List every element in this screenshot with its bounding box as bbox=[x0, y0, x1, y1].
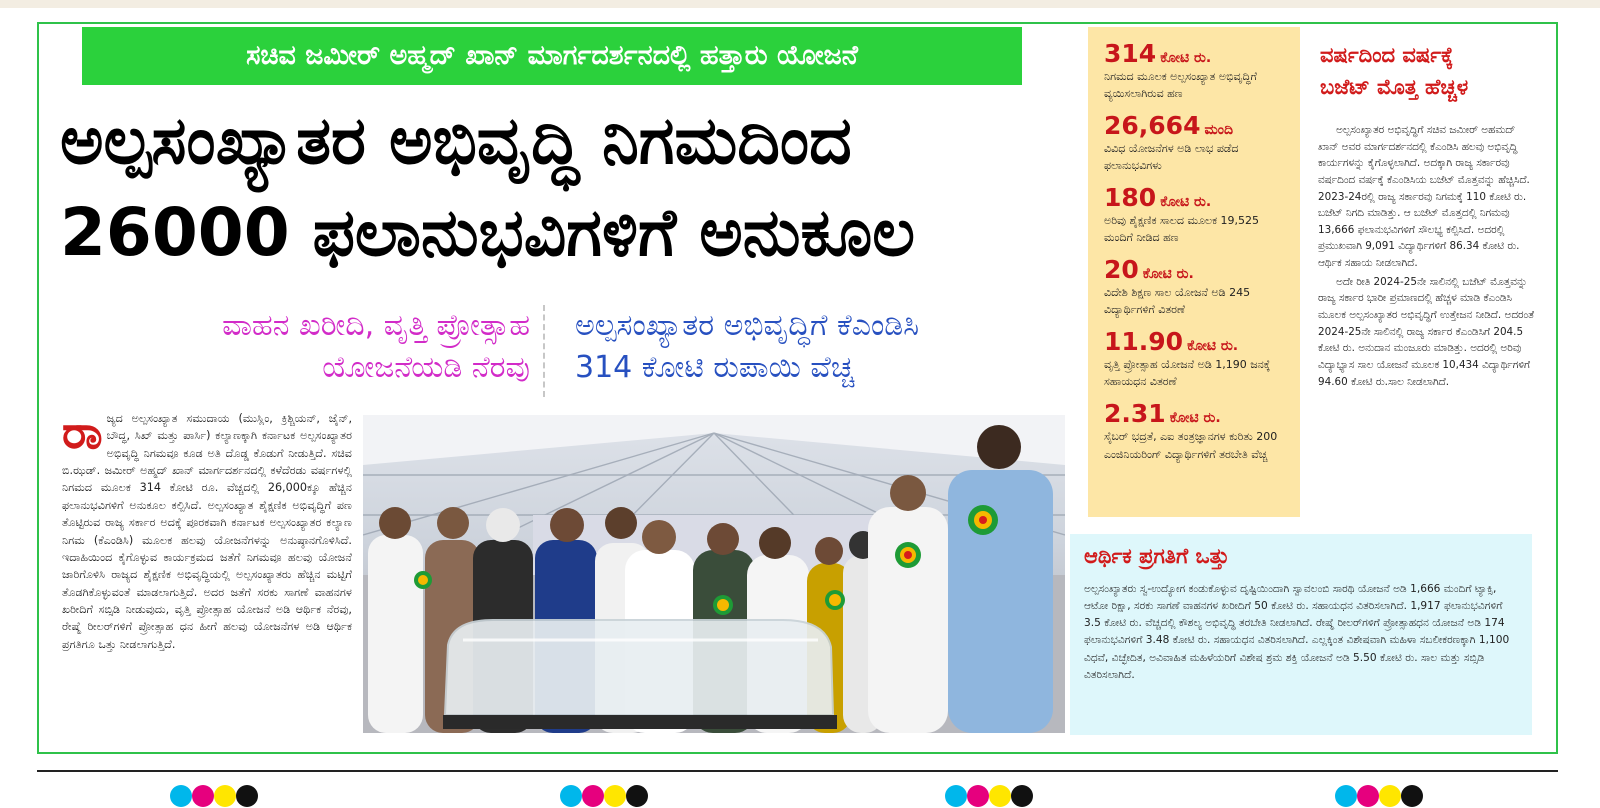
economy-text: ಅಲ್ಪಸಂಖ್ಯಾತರು ಸ್ವ-ಉದ್ಯೋಗ ಕಂಡುಕೊಳ್ಳುವ ದೃಷ್ಟಿಯಿಂದಾಗಿ ಸ್ವಾವಲಂಬಿ ಸಾರಥಿ ಯೋಜನೆ ಅಡಿ 1,666 ಮಂದಿಗೆ ಟ್ಯಾಕ್ಸಿ, ಆಟೋ ರಿಕ್ಷಾ, ಸರಕು ಸಾಗಣೆ ವಾಹನಗಳ ಖರೀದಿಗೆ 50 ಕೋಟಿ ರು. ಸಹಾಯಧನ ವಿತರಿಸಲಾಗಿದೆ. 1,917 ಫಲಾನುಭವಿಗಳಿಗೆ 3.5 ಕೋಟಿ ರು. ವೆಚ್ಚದಲ್ಲಿ ಕೌಶಲ್ಯ ಅಭಿವೃದ್ಧಿ ತರಬೇತಿ ನೀಡಲಾಗಿದೆ. ರೇಷ್ಮೆ ರೀಲರ್‌ಗಳಿಗೆ ಪ್ರೋತ್ಸಾಹಧನ ಯೋಜನೆ ಅಡಿ 174 ಫಲಾನುಭವಿಗಳಿಗೆ 3.48 ಕೋಟಿ ರು. ಸಹಾಯಧನ ವಿತರಿಸಲಾಗಿದೆ. ಎಲ್ಲಕ್ಕಿಂತ ವಿಶೇಷವಾಗಿ ಮಹಿಳಾ ಸಬಲೀಕರಣಕ್ಕಾಗಿ 1,100 ವಿಧವೆ, ವಿಚ್ಛೇದಿತ, ಅವಿವಾಹಿತ ಮಹಿಳೆಯರಿಗೆ ವಿಶೇಷ ಶ್ರಮ ಶಕ್ತಿ ಯೋಜನೆ ಅಡಿ 5.50 ಕೋಟಿ ರು. ಸಾಲ ಮತ್ತು ಸಬ್ಸಿಡಿ ವಿತರಿಸಲಾಗಿದೆ. bbox=[1084, 583, 1510, 681]
sidebar-body bbox=[1318, 122, 1536, 522]
economy-box bbox=[1070, 534, 1532, 735]
headline-line-1: ಅಲ್ಪಸಂಖ್ಯಾತರ ಅಭಿವೃದ್ಧಿ ನಿಗಮದಿಂದ bbox=[60, 102, 852, 179]
subhead-right-line-2: 314 ಕೋಟಿ ರುಪಾಯಿ ವೆಚ್ಚ bbox=[575, 350, 855, 385]
sidebar-paragraph-2: ಅದೇ ರೀತಿ 2024-25ನೇ ಸಾಲಿನಲ್ಲಿ ಬಜೆಟ್ ಮೊತ್ತವನ್ನು ರಾಜ್ಯ ಸರ್ಕಾರ ಭಾರೀ ಪ್ರಮಾಣದಲ್ಲಿ ಹೆಚ್ಚಳ ಮಾಡಿ ಕೆಎಂಡಿಸಿ ಮೂಲಕ ಅಲ್ಪಸಂಖ್ಯಾತರ ಅಭಿವೃದ್ಧಿಗೆ ಉತ್ತೇಜನ ನೀಡಿದೆ. ಅದರಂತೆ 2024-25ನೇ ಸಾಲಿನಲ್ಲಿ ರಾಜ್ಯ ಸರ್ಕಾರ ಕೆಎಂಡಿಸಿಗೆ 204.5 ಕೋಟಿ ರು. ಅನುದಾನ ಮಂಜೂರು ಮಾಡಿತ್ತು. ಅದರಲ್ಲಿ ಅರಿವು ವಿದ್ಯಾಭ್ಯಾಸ ಸಾಲ ಯೋಜನೆ ಮೂಲಕ 10,434 ವಿದ್ಯಾರ್ಥಿಗಳಿಗೆ 94.60 ಕೋಟಿ ರು.ಸಾಲ ನೀಡಲಾಗಿದೆ. bbox=[1318, 275, 1535, 388]
registration-marks bbox=[1335, 785, 1431, 805]
kicker-banner bbox=[82, 27, 1022, 85]
stat-unit: ಕೋಟಿ ರು. bbox=[1160, 50, 1212, 66]
registration-marks bbox=[560, 785, 656, 805]
stat-item bbox=[1104, 111, 1288, 174]
stats-panel bbox=[1088, 27, 1300, 517]
economy-title: ಆರ್ಥಿಕ ಪ್ರಗತಿಗೆ ಒತ್ತು bbox=[1084, 544, 1230, 568]
stat-item bbox=[1104, 183, 1288, 246]
kicker-text: ಸಚಿವ ಜಮೀರ್ ಅಹ್ಮದ್ ಖಾನ್ ಮಾರ್ಗದರ್ಶನದಲ್ಲಿ ಹತ್ತಾರು ಯೋಜನೆ bbox=[246, 40, 858, 71]
stat-unit: ಕೋಟಿ ರು. bbox=[1187, 338, 1239, 355]
subhead-left bbox=[60, 305, 530, 389]
stat-description: ನಿಗಮದ ಮೂಲಕ ಅಲ್ಪಸಂಖ್ಯಾತ ಅಭಿವೃದ್ಧಿಗೆ ವ್ಯಯಿಸಲಾಗಿರುವ ಹಣ bbox=[1104, 70, 1257, 101]
stat-number: 180 bbox=[1104, 183, 1157, 213]
article-body bbox=[62, 410, 352, 738]
stat-unit: ಕೋಟಿ ರು. bbox=[1142, 266, 1194, 283]
sidebar-title bbox=[1320, 40, 1540, 103]
stat-description: ವಿವಿಧ ಯೋಜನೆಗಳ ಅಡಿ ಲಾಭ ಪಡೆದ ಫಲಾನುಭವಿಗಳು bbox=[1104, 142, 1239, 173]
stat-item bbox=[1104, 399, 1288, 462]
stat-number: 11.90 bbox=[1104, 327, 1184, 357]
stat-unit: ಕೋಟಿ ರು. bbox=[1169, 410, 1221, 427]
stat-description: ಅರಿವು ಶೈಕ್ಷಣಿಕ ಸಾಲದ ಮೂಲಕ 19,525 ಮಂದಿಗೆ ನೀಡಿದ ಹಣ bbox=[1104, 214, 1260, 245]
page-top-strip bbox=[0, 0, 1600, 8]
subhead-left-line-1: ವಾಹನ ಖರೀದಿ, ವೃತ್ತಿ ಪ್ರೋತ್ಸಾಹ bbox=[222, 308, 530, 343]
stat-description: ವಿದೇಶಿ ಶಿಕ್ಷಣ ಸಾಲ ಯೋಜನೆ ಅಡಿ 245 ವಿದ್ಯಾರ್ಥಿಗಳಿಗೆ ವಿತರಣೆ bbox=[1104, 286, 1251, 317]
subhead-left-line-2: ಯೋಜನೆಯಡಿ ನೆರವು bbox=[322, 350, 530, 385]
stat-item bbox=[1104, 39, 1288, 102]
stat-unit: ಮಂದಿ bbox=[1204, 122, 1234, 139]
stat-number: 2.31 bbox=[1104, 399, 1166, 429]
sidebar-title-line-2: ಬಜೆಟ್ ಮೊತ್ತ ಹೆಚ್ಚಳ bbox=[1320, 74, 1469, 99]
stat-number: 26,664 bbox=[1104, 111, 1201, 141]
stat-unit: ಕೋಟಿ ರು. bbox=[1160, 194, 1212, 211]
subhead-right-line-1: ಅಲ್ಪಸಂಖ್ಯಾತರ ಅಭಿವೃದ್ಧಿಗೆ ಕೆಎಂಡಿಸಿ bbox=[575, 308, 920, 343]
headline-line-2: 26000 ಫಲಾನುಭವಿಗಳಿಗೆ ಅನುಕೂಲ bbox=[60, 194, 916, 271]
article-text: ಜ್ಯದ ಅಲ್ಪಸಂಖ್ಯಾತ ಸಮುದಾಯ (ಮುಸ್ಲಿಂ, ಕ್ರಿಶ್ಚಿಯನ್, ಜೈನ್, ಬೌದ್ಧ, ಸಿಖ್ ಮತ್ತು ಪಾರ್ಸಿ) ಕಲ್ಯಾಣಕ್ಕಾಗಿ ಕರ್ನಾಟಕ ಅಲ್ಪಸಂಖ್ಯಾತರ ಅಭಿವೃದ್ಧಿ ನಿಗಮವೂ ಕೂಡ ಅತಿ ದೊಡ್ಡ ಕೊಡುಗೆ ನೀಡುತ್ತಿದೆ. ಸಚಿವ ಬಿ.ಝಡ್. ಜಮೀರ್ ಅಹ್ಮದ್ ಖಾನ್ ಮಾರ್ಗದರ್ಶನದಲ್ಲಿ ಕಳೆದೆರಡು ವರ್ಷಗಳಲ್ಲಿ ನಿಗಮದ ಮೂಲಕ 314 ಕೋಟಿ ರೂ. ವೆಚ್ಚದಲ್ಲಿ 26,000ಕ್ಕೂ ಹೆಚ್ಚಿನ ಫಲಾನುಭವಿಗಳಿಗೆ ಅನುಕೂಲ ಕಲ್ಪಿಸಿದೆ. ಅಲ್ಪಸಂಖ್ಯಾತ ಶೈಕ್ಷಣಿಕ ಅಭಿವೃದ್ಧಿಗೆ ಪಣ ತೊಟ್ಟಿರುವ ರಾಜ್ಯ ಸರ್ಕಾರ ಅದಕ್ಕೆ ಪೂರಕವಾಗಿ ಕರ್ನಾಟಕ ಅಲ್ಪಸಂಖ್ಯಾತರ ಕಲ್ಯಾಣ ನಿಗಮ (ಕೆಎಂಡಿಸಿ) ಮೂಲಕ ಹಲವು ಯೋಜನೆಗಳನ್ನು ಅನುಷ್ಠಾನಗೊಳಿಸಿದೆ. ಇದಾಹಿಯಿಂದ ಕೈಗೊಳ್ಳುವ ಕಾರ್ಯಕ್ರಮದ ಜತೆಗೆ ನಿಗಮವೂ ಹಲವು ಯೋಜನೆ ಜಾರಿಗೊಳಿಸಿ ರಾಜ್ಯದ ಶೈಕ್ಷಣಿಕ ಅಭಿವೃದ್ಧಿಯಲ್ಲಿ ಅಲ್ಪಸಂಖ್ಯಾತರು ಹೆಚ್ಚಿನ ಮಟ್ಟಿಗೆ ತೊಡಗಿಕೊಳ್ಳುವಂತೆ ಮಾಡಲಾಗುತ್ತಿದೆ. ಅದರ ಜತೆಗೆ ಸರಕು ಸಾಗಣೆ ವಾಹನಗಳ ಖರೀದಿಗೆ ಸಬ್ಸಿಡಿ ನೀಡುವುದು, ವೃತ್ತಿ ಪ್ರೋತ್ಸಾಹ ಯೋಜನೆ ಅಡಿ ಆರ್ಥಿಕ ನೆರವು, ರೇಷ್ಮೆ ರೀಲರ್‌ಗಳಿಗೆ ಪ್ರೋತ್ಸಾಹ ಧನ ಹೀಗೆ ಹಲವು ಯೋಜನೆಗಳ ಅಡಿ ಆರ್ಥಿಕ ಪ್ರಗತಿಗೂ ಒತ್ತು ನೀಡಲಾಗುತ್ತಿದೆ. bbox=[62, 412, 352, 651]
stat-number: 314 bbox=[1104, 39, 1157, 68]
event-photo bbox=[363, 415, 1065, 733]
sidebar-title-line-1: ವರ್ಷದಿಂದ ವರ್ಷಕ್ಕೆ bbox=[1320, 43, 1454, 67]
stat-item bbox=[1104, 327, 1288, 390]
sidebar-paragraph-1: ಅಲ್ಪಸಂಖ್ಯಾತರ ಅಭಿವೃದ್ಧಿಗೆ ಸಚಿವ ಜಮೀರ್ ಅಹಮದ್ ಖಾನ್ ಅವರ ಮಾರ್ಗದರ್ಶನದಲ್ಲಿ ಕೆಎಂಡಿಸಿ ಹಲವು ಅಭಿವೃದ್ಧಿ ಕಾರ್ಯಗಳನ್ನು ಕೈಗೊಳ್ಳಲಾಗಿದೆ. ಅದಕ್ಕಾಗಿ ರಾಜ್ಯ ಸರ್ಕಾರವು ವರ್ಷದಿಂದ ವರ್ಷಕ್ಕೆ ಕೆಎಂಡಿಸಿಯ ಬಜೆಟ್ ಮೊತ್ತವನ್ನು ಹೆಚ್ಚಿಸಿದೆ. 2023-24ರಲ್ಲಿ ರಾಜ್ಯ ಸರ್ಕಾರವು ನಿಗಮಕ್ಕೆ 110 ಕೋಟಿ ರು. ಬಜೆಟ್ ನಿಗದಿ ಮಾಡಿತ್ತು. ಆ ಬಜೆಟ್ ಮೊತ್ತದಲ್ಲಿ ನಿಗಮವು 13,666 ಫಲಾನುಭವಿಗಳಿಗೆ ಸೌಲಭ್ಯ ಕಲ್ಪಿಸಿದೆ. ಅದರಲ್ಲಿ ಪ್ರಮುಖವಾಗಿ 9,091 ವಿದ್ಯಾರ್ಥಿಗಳಿಗೆ 86.34 ಕೋಟಿ ರು. ಆರ್ಥಿಕ ಸಹಾಯ ನೀಡಲಾಗಿದೆ. bbox=[1318, 124, 1530, 270]
registration-marks bbox=[945, 785, 1041, 805]
stat-description: ವೃತ್ತಿ ಪ್ರೋತ್ಸಾಹ ಯೋಜನೆ ಅಡಿ 1,190 ಜನಕ್ಕೆ ಸಹಾಯಧನ ವಿತರಣೆ bbox=[1104, 358, 1271, 389]
stat-description: ಸೈಬರ್ ಭದ್ರತೆ, ಎಐ ತಂತ್ರಜ್ಞಾನಗಳ ಕುರಿತು 200 ಎಂಜಿನಿಯರಿಂಗ್ ವಿದ್ಯಾರ್ಥಿಗಳಿಗೆ ತರಬೇತಿ ವೆಚ್ಚ bbox=[1104, 430, 1278, 461]
registration-marks bbox=[170, 785, 266, 805]
subhead-divider bbox=[543, 305, 545, 397]
bottom-rule bbox=[37, 770, 1558, 772]
article-dropcap: ರಾ bbox=[62, 410, 103, 459]
stat-number: 20 bbox=[1104, 255, 1139, 285]
subhead-right bbox=[575, 305, 1075, 389]
stat-item bbox=[1104, 255, 1288, 318]
